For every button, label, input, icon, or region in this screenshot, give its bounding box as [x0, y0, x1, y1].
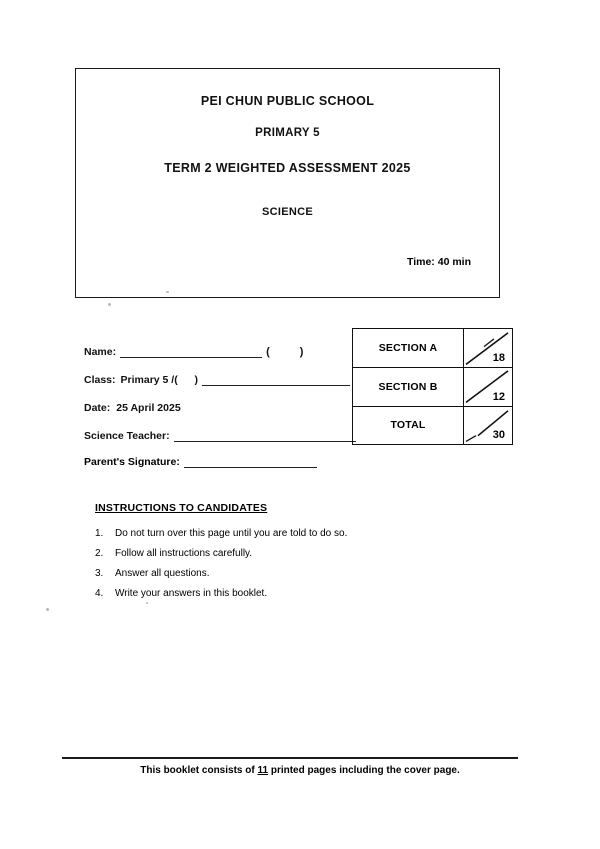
table-row	[353, 406, 512, 444]
instruction-text: Do not turn over this page until you are told to do so.	[115, 528, 348, 539]
scan-speck	[46, 608, 49, 611]
grade-level: PRIMARY 5	[255, 127, 320, 139]
footer-divider	[62, 757, 518, 759]
date-field-row	[84, 386, 354, 414]
signature-label: Parent's Signature:	[84, 456, 180, 468]
marks-denominator: 30	[492, 428, 505, 441]
instruction-number: 3.	[95, 568, 104, 579]
class-label: Class:	[84, 374, 116, 386]
list-item	[95, 548, 425, 559]
name-index-input[interactable]	[274, 346, 296, 358]
class-field-row	[84, 358, 354, 386]
date-value: 25 April 2025	[116, 402, 181, 414]
list-item	[95, 528, 425, 539]
time-allowed	[407, 256, 471, 268]
footer-prefix: This booklet consists of	[140, 765, 255, 776]
marks-row-label: TOTAL	[353, 407, 464, 444]
table-row	[353, 367, 512, 405]
footer-suffix: printed pages including the cover page.	[270, 765, 460, 776]
marks-score-cell[interactable]	[464, 329, 512, 367]
marks-denominator: 12	[492, 390, 505, 403]
name-index-paren-open: (	[266, 346, 270, 358]
page-count: 11	[257, 765, 269, 776]
scan-speck	[166, 291, 169, 293]
instruction-text: Answer all questions.	[115, 568, 210, 579]
candidate-particulars	[84, 330, 354, 442]
date-label: Date:	[84, 402, 111, 414]
exam-title: TERM 2 WEIGHTED ASSESSMENT 2025	[164, 161, 411, 175]
teacher-label: Science Teacher:	[84, 430, 170, 442]
signature-input-line[interactable]	[184, 455, 317, 468]
scan-speck	[146, 602, 148, 604]
teacher-input-line[interactable]	[174, 429, 356, 442]
name-field-row	[84, 330, 354, 358]
marks-score-cell[interactable]	[464, 407, 512, 444]
marks-row-label: SECTION A	[353, 329, 464, 367]
table-row	[353, 329, 512, 367]
time-label: Time:	[406, 256, 435, 268]
instructions-list	[95, 528, 425, 608]
class-input-line[interactable]	[202, 373, 350, 386]
instruction-text: Follow all instructions carefully.	[115, 548, 253, 559]
marks-denominator: 18	[492, 352, 505, 365]
time-value: 40 min	[437, 256, 471, 268]
name-label: Name:	[84, 346, 117, 358]
marks-score-cell[interactable]	[464, 368, 512, 405]
instruction-number: 2.	[95, 548, 104, 559]
instructions-heading: INSTRUCTIONS TO CANDIDATES	[95, 502, 268, 514]
list-item	[95, 588, 425, 599]
name-input-line[interactable]	[120, 345, 262, 358]
signature-field-row	[84, 455, 321, 468]
school-name: PEI CHUN PUBLIC SCHOOL	[200, 94, 375, 108]
footer-note	[0, 765, 600, 776]
name-index-paren-close: )	[299, 346, 304, 358]
instruction-text: Write your answers in this booklet.	[115, 588, 268, 599]
marks-row-label: SECTION B	[353, 368, 464, 405]
instruction-number: 1.	[95, 528, 104, 539]
subject-name: SCIENCE	[262, 206, 313, 218]
instruction-number: 4.	[95, 588, 104, 599]
scan-speck	[108, 303, 111, 306]
class-value: Primary 5 /(	[120, 374, 178, 386]
marks-table	[352, 328, 513, 445]
class-value-close: )	[194, 374, 198, 386]
list-item	[95, 568, 425, 579]
teacher-field-row	[84, 414, 354, 442]
exam-header-box	[75, 68, 500, 298]
